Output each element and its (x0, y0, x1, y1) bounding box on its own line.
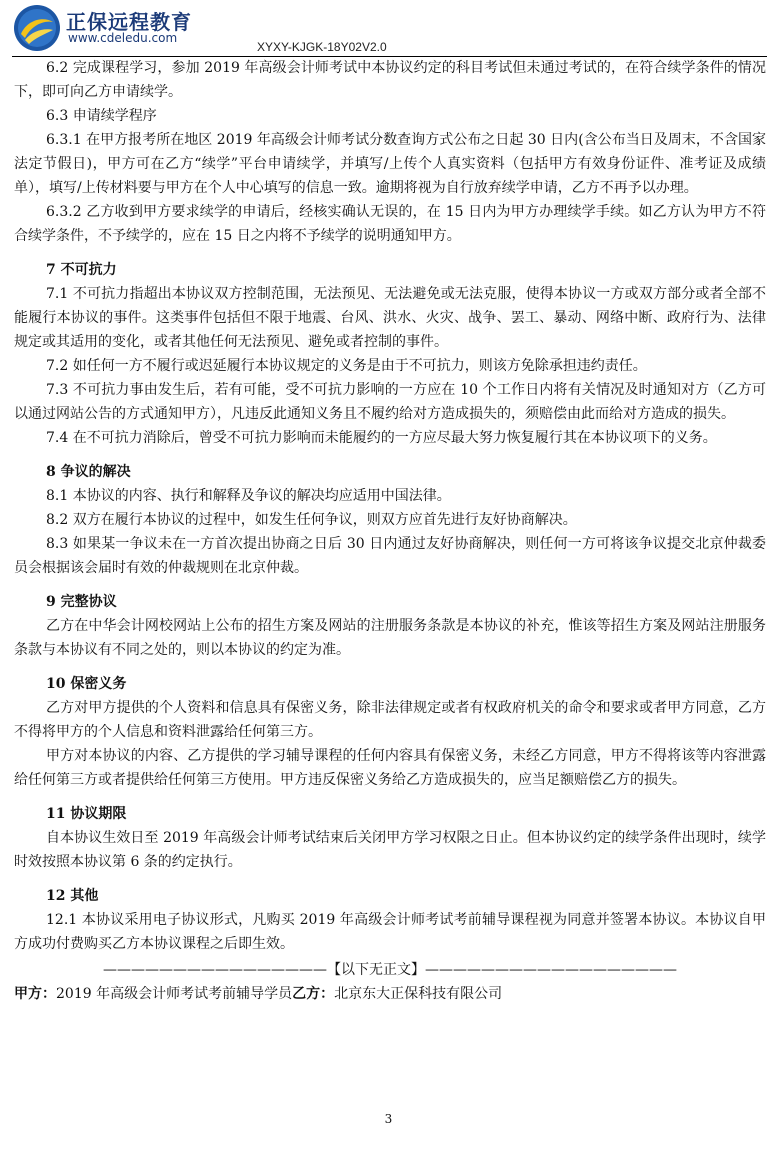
section-heading-9: 9 完整协议 (46, 594, 117, 610)
end-of-text-separator: ————————————————【以下无正文】—————————————————— (103, 962, 677, 978)
section-heading-11: 11 协议期限 (46, 806, 127, 822)
clause-6-3-2: 6.3.2 乙方收到甲方要求续学的申请后，经核实确认无误的，在 15 日内为甲方办理续学手续。如乙方认为甲方不符合续学条件，不予续学的，应在 15 日之内将不予续学的说明通知甲方。 (14, 204, 766, 244)
clause-8-2: 8.2 双方在履行本协议的过程中，如发生任何争议，则双方应首先进行友好协商解决。 (46, 512, 577, 528)
section-heading-8: 8 争议的解决 (46, 464, 131, 480)
document-code: XYXY-KJGK-18Y02V2.0 (257, 40, 387, 54)
clause-6-2: 6.2 完成课程学习，参加 2019 年高级会计师考试中本协议约定的科目考试但未通过考试的，在符合续学条件的情况下，即可向乙方申请续学。 (14, 60, 766, 100)
signature-line (14, 982, 766, 1006)
clause-6-3-1: 6.3.1 在甲方报考所在地区 2019 年高级会计师考试分数查询方式公布之日起 30 日内(含公布当日及周末，不含国家法定节假日)，甲方可在乙方“续学”平台申请续学，并填写/上传个人真实资料（包括甲方有效身份证件、准考证及成绩单），填写/上传材料要与甲方在个人中心填写的信息一致。逾期将视为自行放弃续学申请，乙方不再予以办理。 (14, 132, 766, 196)
document-body (14, 56, 766, 1006)
party-a-value: 2019 年高级会计师考试考前辅导学员 (56, 986, 293, 1002)
clause-7-1: 7.1 不可抗力指超出本协议双方控制范围，无法预见、无法避免或无法克服，使得本协议一方或双方部分或者全部不能履行本协议的事件。这类事件包括但不限于地震、台风、洪水、火灾、战争、罢工、暴动、网络中断、政府行为、法律规定或其适用的变化，或者其他任何无法预见、避免或者控制的事件。 (14, 286, 766, 350)
website-url: www.cdeledu.com (68, 31, 178, 45)
party-b-value: 北京东大正保科技有限公司 (334, 986, 503, 1002)
clause-9: 乙方在中华会计网校网站上公布的招生方案及网站的注册服务条款是本协议的补充，惟该等招生方案及网站注册服务条款与本协议有不同之处的，则以本协议的约定为准。 (14, 618, 766, 658)
clause-10-b: 甲方对本协议的内容、乙方提供的学习辅导课程的任何内容具有保密义务，未经乙方同意，甲方不得将该等内容泄露给任何第三方或者提供给任何第三方使用。甲方违反保密义务给乙方造成损失的，应当足额赔偿乙方的损失。 (14, 748, 766, 788)
section-heading-7: 7 不可抗力 (46, 262, 117, 278)
clause-7-3: 7.3 不可抗力事由发生后，若有可能，受不可抗力影响的一方应在 10 个工作日内将有关情况及时通知对方（乙方可以通过网站公告的方式通知甲方），凡违反此通知义务且不履约给对方造成损失的，须赔偿由此而给对方造成的损失。 (14, 382, 766, 422)
party-a-label: 甲方： (14, 986, 56, 1002)
clause-10-a: 乙方对甲方提供的个人资料和信息具有保密义务，除非法律规定或者有权政府机关的命令和要求或者甲方同意，乙方不得将甲方的个人信息和资料泄露给任何第三方。 (14, 700, 766, 740)
page-number: 3 (384, 1112, 393, 1126)
clause-8-3: 8.3 如果某一争议未在一方首次提出协商之日后 30 日内通过友好协商解决，则任何一方可将该争议提交北京仲裁委员会根据该会届时有效的仲裁规则在北京仲裁。 (14, 536, 766, 576)
section-heading-10: 10 保密义务 (46, 676, 127, 692)
clause-8-1: 8.1 本协议的内容、执行和解释及争议的解决均应适用中国法律。 (46, 488, 451, 504)
clause-6-3: 6.3 申请续学程序 (46, 108, 157, 124)
page-header (0, 0, 777, 56)
clause-12-1: 12.1 本协议采用电子协议形式，凡购买 2019 年高级会计师考试考前辅导课程视为同意并签署本协议。本协议自甲方成功付费购买乙方本协议课程之后即生效。 (14, 912, 766, 952)
cdel-logo-icon (13, 4, 61, 52)
party-b-label: 乙方： (292, 986, 335, 1002)
section-heading-12: 12 其他 (46, 888, 99, 904)
clause-11: 自本协议生效日至 2019 年高级会计师考试结束后关闭甲方学习权限之日止。但本协议约定的续学条件出现时，续学时效按照本协议第 6 条的约定执行。 (14, 830, 766, 870)
brand-name: 正保远程教育 (66, 10, 192, 34)
clause-7-2: 7.2 如任何一方不履行或迟延履行本协议规定的义务是由于不可抗力，则该方免除承担违约责任。 (46, 358, 647, 374)
clause-7-4: 7.4 在不可抗力消除后，曾受不可抗力影响而未能履约的一方应尽最大努力恢复履行其在本协议项下的义务。 (46, 430, 717, 446)
